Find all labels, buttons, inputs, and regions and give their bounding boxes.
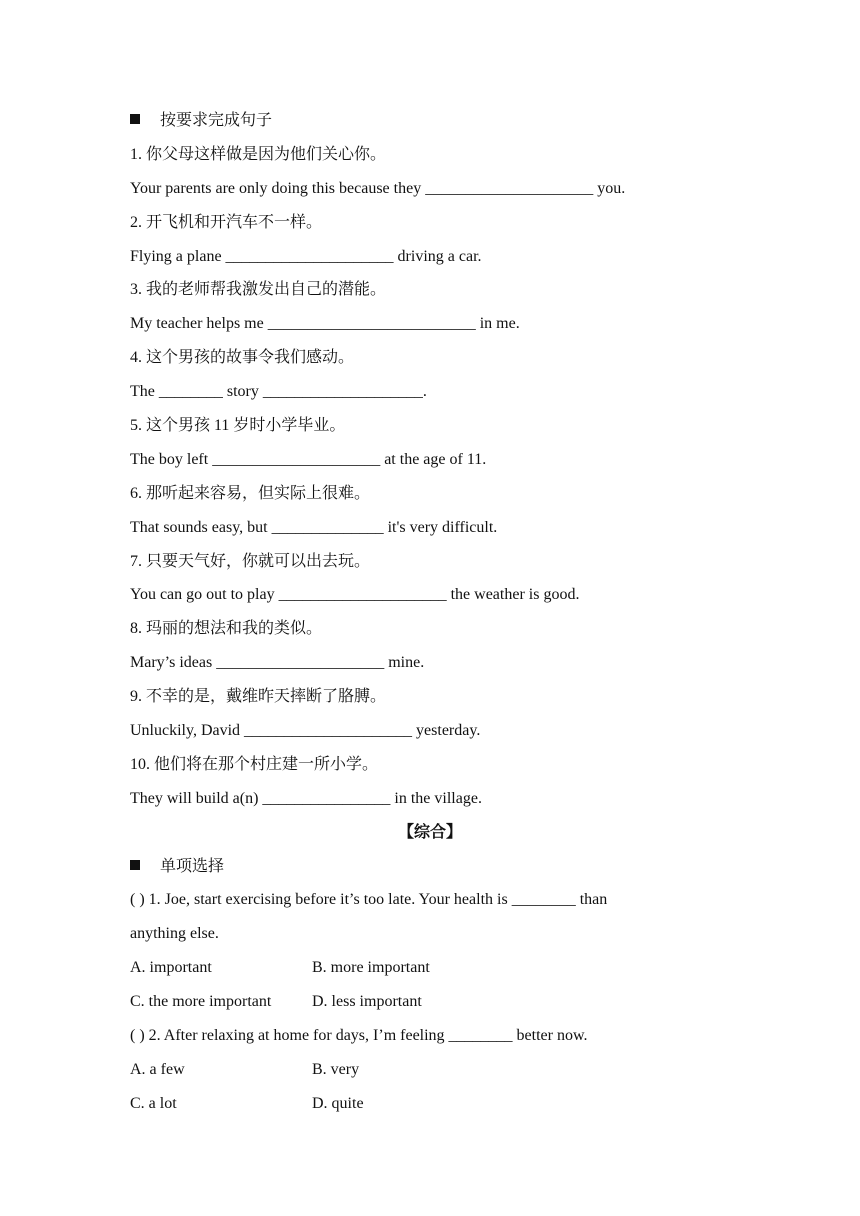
question-9-chinese: 9. 不幸的是，戴维昨天摔断了胳膊。 [130,688,387,706]
option-b: B. very [312,1060,360,1078]
part-title-comprehensive: 【综合】 [397,823,462,841]
question-8-chinese: 8. 玛丽的想法和我的类似。 [130,620,323,638]
worksheet-page [130,104,730,1121]
mc-question-2-options-row-1 [130,1053,730,1087]
mc-question-1-stem: ( ) 1. Joe, start exercising before it’s too late. Your health is ________ than [130,891,608,909]
question-1-chinese: 1. 你父母这样做是因为他们关心你。 [130,145,387,163]
mc-question-2-stem: ( ) 2. After relaxing at home for days, I’m feeling ________ better now. [130,1027,588,1045]
question-3-chinese: 3. 我的老师帮我激发出自己的潜能。 [130,281,387,299]
question-7-english: You can go out to play _____________________ the weather is good. [130,586,580,604]
question-7-chinese: 7. 只要天气好，你就可以出去玩。 [130,552,371,570]
question-5-chinese: 5. 这个男孩 11 岁时小学毕业。 [130,417,346,435]
section-heading-multiple-choice [130,850,730,884]
square-bullet-icon [130,114,140,124]
question-6-english: That sounds easy, but ______________ it's very difficult. [130,518,498,536]
question-5-english: The boy left _____________________ at the age of 11. [130,450,487,468]
mc-question-1-stem-continued: anything else. [130,925,219,943]
option-d: D. quite [312,1094,364,1112]
question-1-english: Your parents are only doing this because they _____________________ you. [130,179,626,197]
question-8-english: Mary’s ideas _____________________ mine. [130,654,425,672]
option-c: C. the more important [130,993,272,1011]
option-a: A. a few [130,1060,185,1078]
question-4-english: The ________ story ____________________. [130,383,427,401]
question-2-chinese: 2. 开飞机和开汽车不一样。 [130,213,323,231]
option-a: A. important [130,959,212,977]
question-2-english: Flying a plane _____________________ driving a car. [130,247,482,265]
option-b: B. more important [312,959,430,977]
question-3-english: My teacher helps me __________________________ in me. [130,315,520,333]
question-10-english: They will build a(n) ________________ in the village. [130,789,482,807]
mc-question-1-options-row-1 [130,951,730,985]
question-6-chinese: 6. 那听起来容易，但实际上很难。 [130,484,371,502]
section-heading-text: 单项选择 [160,857,225,875]
mc-question-1-options-row-2 [130,985,730,1019]
option-d: D. less important [312,993,422,1011]
section-heading-complete-sentences [130,104,730,138]
option-c: C. a lot [130,1094,177,1112]
section-heading-text: 按要求完成句子 [160,112,273,129]
question-9-english: Unluckily, David _____________________ yesterday. [130,722,481,740]
square-bullet-icon [130,860,140,870]
mc-question-2-options-row-2 [130,1087,730,1121]
question-10-chinese: 10. 他们将在那个村庄建一所小学。 [130,755,379,773]
question-4-chinese: 4. 这个男孩的故事令我们感动。 [130,349,355,367]
